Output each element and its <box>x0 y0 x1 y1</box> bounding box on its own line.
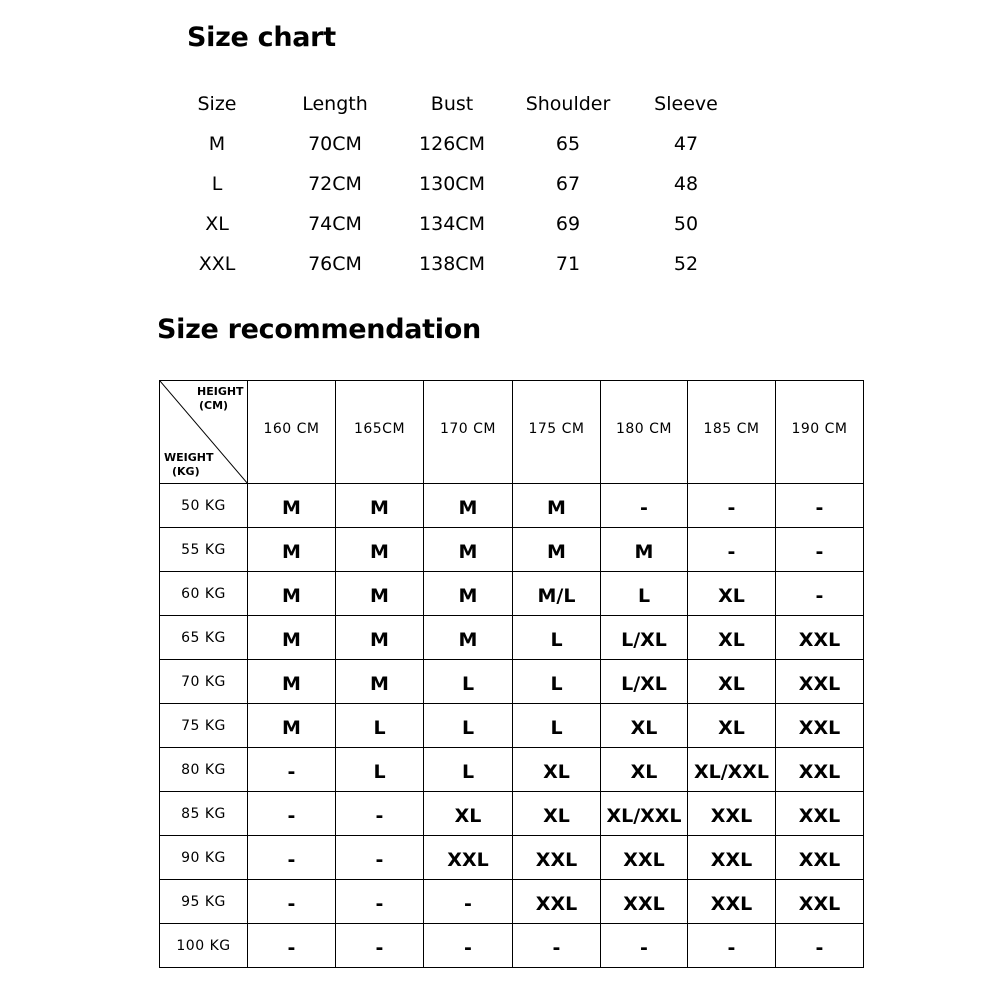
size-cell: - <box>248 792 336 836</box>
size-cell: M <box>336 572 424 616</box>
size-cell: L <box>513 660 601 704</box>
size-cell: XXL <box>688 792 776 836</box>
size-cell: XXL <box>776 616 864 660</box>
size-cell: - <box>601 924 688 968</box>
size-cell: XL <box>424 792 513 836</box>
size-cell: - <box>248 880 336 924</box>
size-cell: L <box>601 572 688 616</box>
size-cell: M <box>601 528 688 572</box>
size-cell: XXL <box>513 836 601 880</box>
size-cell: L <box>336 704 424 748</box>
size-cell: XL/XXL <box>688 748 776 792</box>
size-cell: XXL <box>776 748 864 792</box>
weight-unit: (KG) <box>172 465 200 478</box>
size-cell: XL <box>688 616 776 660</box>
height-header: 170 CM <box>424 381 513 484</box>
size-cell: XXL <box>424 836 513 880</box>
weight-cell: 80 KG <box>160 748 248 792</box>
size-cell: M <box>248 572 336 616</box>
size-cell: M <box>513 484 601 528</box>
size-cell: - <box>248 836 336 880</box>
size-chart-cell-size: XL <box>205 213 229 235</box>
size-cell: - <box>336 836 424 880</box>
size-chart-cell-sleeve: 52 <box>673 253 699 275</box>
size-cell: XXL <box>776 792 864 836</box>
size-chart-cell-length: 70CM <box>308 133 362 155</box>
size-cell: L <box>513 616 601 660</box>
size-cell: M <box>424 484 513 528</box>
size-cell: - <box>688 924 776 968</box>
weight-cell: 100 KG <box>160 924 248 968</box>
size-cell: M <box>248 660 336 704</box>
table-row <box>160 616 864 660</box>
table-row <box>160 924 864 968</box>
size-cell: - <box>688 528 776 572</box>
weight-cell: 75 KG <box>160 704 248 748</box>
size-cell: L <box>336 748 424 792</box>
size-chart-title: Size chart <box>187 22 336 53</box>
size-cell: L <box>424 704 513 748</box>
table-row <box>160 484 864 528</box>
weight-cell: 95 KG <box>160 880 248 924</box>
size-cell: - <box>513 924 601 968</box>
table-row <box>160 748 864 792</box>
size-cell: - <box>688 484 776 528</box>
size-cell: L <box>424 748 513 792</box>
size-chart-header-bust: Bust <box>430 93 474 115</box>
size-cell: XXL <box>776 836 864 880</box>
size-cell: L/XL <box>601 616 688 660</box>
size-cell: - <box>601 484 688 528</box>
size-chart-cell-shoulder: 69 <box>555 213 581 235</box>
weight-cell: 55 KG <box>160 528 248 572</box>
size-chart-cell-size: M <box>208 133 226 155</box>
size-chart-cell-bust: 130CM <box>419 173 485 195</box>
weight-cell: 65 KG <box>160 616 248 660</box>
size-cell: XXL <box>601 880 688 924</box>
size-cell: XL <box>688 572 776 616</box>
height-unit: (CM) <box>199 399 229 412</box>
size-cell: XL <box>688 704 776 748</box>
size-chart-cell-shoulder: 65 <box>555 133 581 155</box>
size-cell: M <box>248 528 336 572</box>
size-chart-cell-size: XXL <box>198 253 236 275</box>
size-cell: XL <box>513 748 601 792</box>
size-cell: XL <box>601 704 688 748</box>
table-row <box>160 880 864 924</box>
size-chart-header-length: Length <box>302 93 368 115</box>
size-cell: - <box>424 880 513 924</box>
size-cell: XXL <box>776 880 864 924</box>
size-cell: L <box>424 660 513 704</box>
size-cell: M/L <box>513 572 601 616</box>
size-cell: - <box>776 924 864 968</box>
size-cell: L/XL <box>601 660 688 704</box>
size-cell: L <box>513 704 601 748</box>
size-cell: M <box>336 660 424 704</box>
size-chart-cell-length: 72CM <box>308 173 362 195</box>
size-cell: XL <box>688 660 776 704</box>
table-row <box>160 792 864 836</box>
size-cell: M <box>424 572 513 616</box>
size-cell: XXL <box>601 836 688 880</box>
weight-label: WEIGHT <box>164 451 214 464</box>
height-header: 185 CM <box>688 381 776 484</box>
height-header: 180 CM <box>601 381 688 484</box>
size-cell: - <box>336 880 424 924</box>
size-chart-cell-bust: 138CM <box>419 253 485 275</box>
weight-cell: 85 KG <box>160 792 248 836</box>
size-cell: M <box>248 704 336 748</box>
size-cell: XXL <box>776 704 864 748</box>
size-cell: XL <box>601 748 688 792</box>
size-cell: M <box>336 484 424 528</box>
size-cell: XXL <box>688 880 776 924</box>
size-chart-cell-sleeve: 50 <box>673 213 699 235</box>
size-chart-header-sleeve: Sleeve <box>654 93 718 115</box>
table-row <box>160 528 864 572</box>
size-chart-cell-size: L <box>211 173 223 195</box>
size-chart-cell-length: 74CM <box>308 213 362 235</box>
weight-cell: 60 KG <box>160 572 248 616</box>
table-row <box>160 704 864 748</box>
table-row <box>160 572 864 616</box>
size-cell: - <box>336 792 424 836</box>
size-cell: - <box>776 572 864 616</box>
height-header: 160 CM <box>248 381 336 484</box>
table-row <box>160 836 864 880</box>
size-cell: - <box>424 924 513 968</box>
size-cell: XXL <box>688 836 776 880</box>
size-cell: XXL <box>513 880 601 924</box>
size-cell: - <box>336 924 424 968</box>
size-cell: - <box>776 484 864 528</box>
weight-cell: 90 KG <box>160 836 248 880</box>
weight-cell: 50 KG <box>160 484 248 528</box>
size-chart-cell-sleeve: 48 <box>673 173 699 195</box>
size-cell: M <box>336 528 424 572</box>
table-row <box>160 660 864 704</box>
size-chart-cell-bust: 134CM <box>419 213 485 235</box>
size-cell: M <box>424 528 513 572</box>
size-cell: M <box>248 616 336 660</box>
size-cell: M <box>336 616 424 660</box>
size-cell: M <box>248 484 336 528</box>
size-chart-cell-length: 76CM <box>308 253 362 275</box>
size-chart-header-shoulder: Shoulder <box>525 93 611 115</box>
weight-cell: 70 KG <box>160 660 248 704</box>
size-cell: - <box>776 528 864 572</box>
height-header: 190 CM <box>776 381 864 484</box>
height-header: 165CM <box>336 381 424 484</box>
size-cell: M <box>424 616 513 660</box>
size-cell: XXL <box>776 660 864 704</box>
size-chart-cell-sleeve: 47 <box>673 133 699 155</box>
size-recommendation-table <box>159 380 864 968</box>
table-header-row <box>160 381 864 484</box>
size-chart-cell-bust: 126CM <box>419 133 485 155</box>
size-cell: M <box>513 528 601 572</box>
size-cell: - <box>248 748 336 792</box>
corner-cell <box>160 381 248 484</box>
size-chart-cell-shoulder: 67 <box>555 173 581 195</box>
size-cell: XL/XXL <box>601 792 688 836</box>
size-chart-cell-shoulder: 71 <box>555 253 581 275</box>
size-cell: - <box>248 924 336 968</box>
size-chart-header-size: Size <box>197 93 237 115</box>
height-label: HEIGHT <box>197 385 244 398</box>
size-cell: XL <box>513 792 601 836</box>
height-header: 175 CM <box>513 381 601 484</box>
size-recommendation-title: Size recommendation <box>157 314 481 345</box>
